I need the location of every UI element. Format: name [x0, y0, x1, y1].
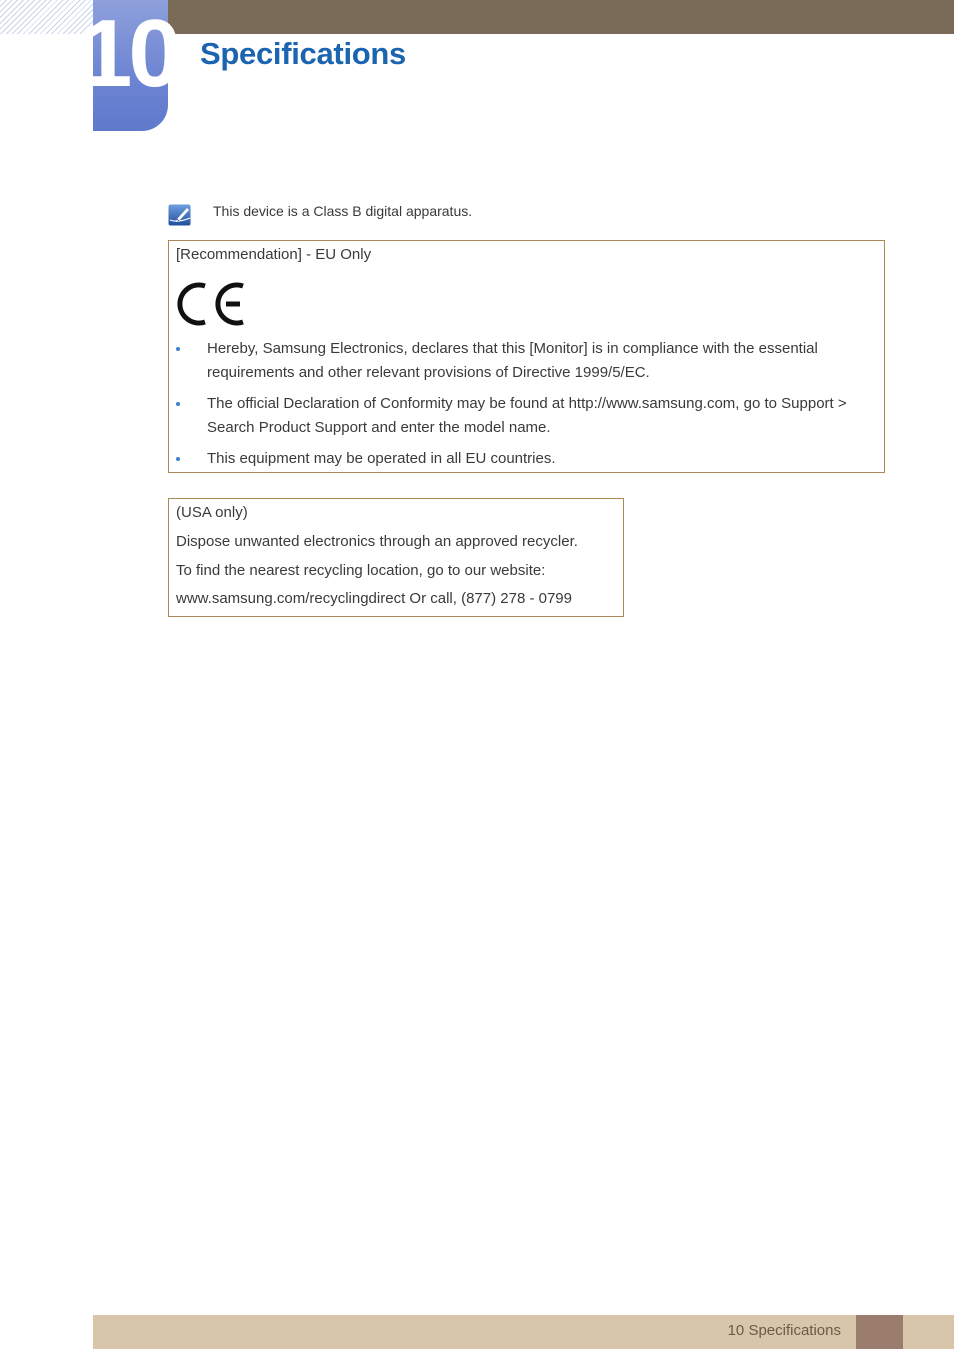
- chapter-badge: [79, 0, 178, 131]
- usa-recycling-box: [168, 498, 624, 617]
- eu-compliance-list: [176, 337, 876, 478]
- list-item: [176, 337, 876, 385]
- recycling-text-line: Dispose unwanted electronics through an approved recycler.: [176, 533, 578, 550]
- header-bar: [168, 0, 954, 34]
- eu-box-heading: [Recommendation] - EU Only: [176, 246, 372, 263]
- footer-label: 10 Specifications: [727, 1322, 841, 1339]
- recycling-text-line: To find the nearest recycling location, go to our website:: [176, 562, 546, 579]
- footer-page-tab: [856, 1315, 903, 1349]
- list-item-text: The official Declaration of Conformity may be found at http://www.samsung.com, go to Support > Search Product Support and enter the model name.: [207, 395, 847, 436]
- page-title: Specifications: [200, 36, 406, 71]
- bullet-icon: [176, 347, 180, 351]
- bullet-icon: [176, 402, 180, 406]
- list-item: [176, 447, 876, 471]
- list-item: [176, 392, 876, 440]
- bullet-icon: [176, 457, 180, 461]
- list-item-text: This equipment may be operated in all EU countries.: [207, 450, 556, 467]
- page-footer: [93, 1315, 954, 1349]
- ce-mark-icon: [177, 281, 247, 327]
- recycling-contact-line: www.samsung.com/recyclingdirect Or call, (877) 278 - 0799: [176, 590, 572, 607]
- eu-recommendation-box: [168, 240, 885, 473]
- note-text: This device is a Class B digital apparatus.: [213, 203, 473, 219]
- list-item-text: Hereby, Samsung Electronics, declares that this [Monitor] is in compliance with the essential requirements and other relevant provisions of Directive 1999/5/EC.: [207, 340, 818, 381]
- chapter-number: 10: [79, 0, 178, 107]
- usa-box-heading: (USA only): [176, 504, 248, 521]
- pencil-note-icon: [168, 203, 192, 227]
